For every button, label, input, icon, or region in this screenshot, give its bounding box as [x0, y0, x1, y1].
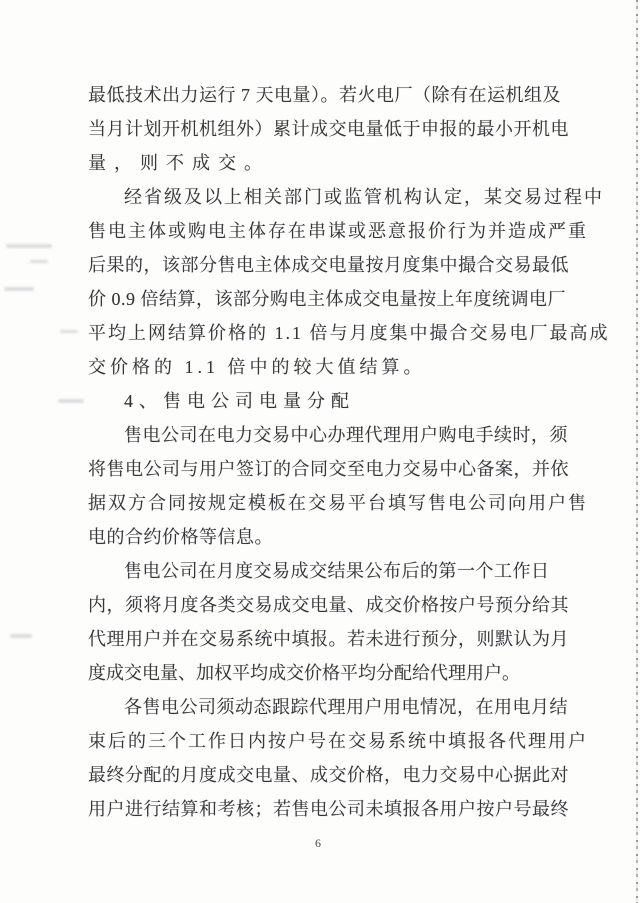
document-text-block [88, 78, 610, 826]
text-line: 售电主体或购电主体存在串谋或恶意报价行为并造成严重 [88, 221, 588, 241]
scan-smudge [10, 634, 32, 638]
text-line: 价 0.9 倍结算，该部分购电主体成交电量按上年度统调电厂 [88, 289, 566, 309]
text-line: 代理用户并在交易系统中填报。若未进行预分，则默认为月 [88, 629, 569, 649]
text-line: 售电公司在月度交易成交结果公布后的第一个工作日 [124, 561, 550, 581]
scan-smudge [58, 399, 84, 403]
text-line: 各售电公司须动态跟踪代理用户用电情况，在用电月结 [124, 697, 568, 717]
text-line: 电的合约价格等信息。 [88, 527, 273, 547]
text-line: 束后的三个工作日内按户号在交易系统中填报各代理用户 [88, 731, 588, 751]
scan-smudge [4, 287, 34, 291]
text-line: 度成交电量、加权平均成交价格平均分配给代理用户。 [88, 663, 520, 683]
text-line: 交价格的 1.1 倍中的较大值结算。 [88, 357, 426, 377]
text-line: 经省级及以上相关部门或监管机构认定，某交易过程中 [124, 187, 604, 207]
text-line: 最低技术出力运行 7 天电量）。若火电厂（除有在运机组及 [88, 85, 561, 105]
scan-smudge [30, 260, 48, 263]
text-line: 量，则不成交。 [88, 153, 270, 173]
text-line: 平均上网结算价格的 1.1 倍与月度集中撮合交易电厂最高成 [88, 323, 610, 343]
section-heading: 4、售电公司电量分配 [124, 391, 355, 411]
text-line: 用户进行结算和考核；若售电公司未填报各用户按户号最终 [88, 799, 569, 819]
text-line: 后果的，该部分售电主体成交电量按月度集中撮合交易最低 [88, 255, 569, 275]
text-line: 当月计划开机机组外）累计成交电量低于申报的最小开机电 [88, 119, 569, 139]
scanner-edge-line [636, 0, 638, 903]
scan-smudge [60, 330, 78, 333]
text-line: 据双方合同按规定模板在交易平台填写售电公司向用户售 [88, 493, 588, 513]
text-line: 最终分配的月度成交电量、成交价格，电力交易中心据此对 [88, 765, 569, 785]
text-line: 内，须将月度各类交易成交电量、成交价格按户号预分给其 [88, 595, 569, 615]
text-line: 售电公司在电力交易中心办理代理用户购电手续时，须 [124, 425, 568, 445]
text-line: 将售电公司与用户签订的合同交至电力交易中心备案，并依 [88, 459, 569, 479]
scan-smudge [6, 244, 52, 248]
page-number: 6 [315, 836, 321, 850]
